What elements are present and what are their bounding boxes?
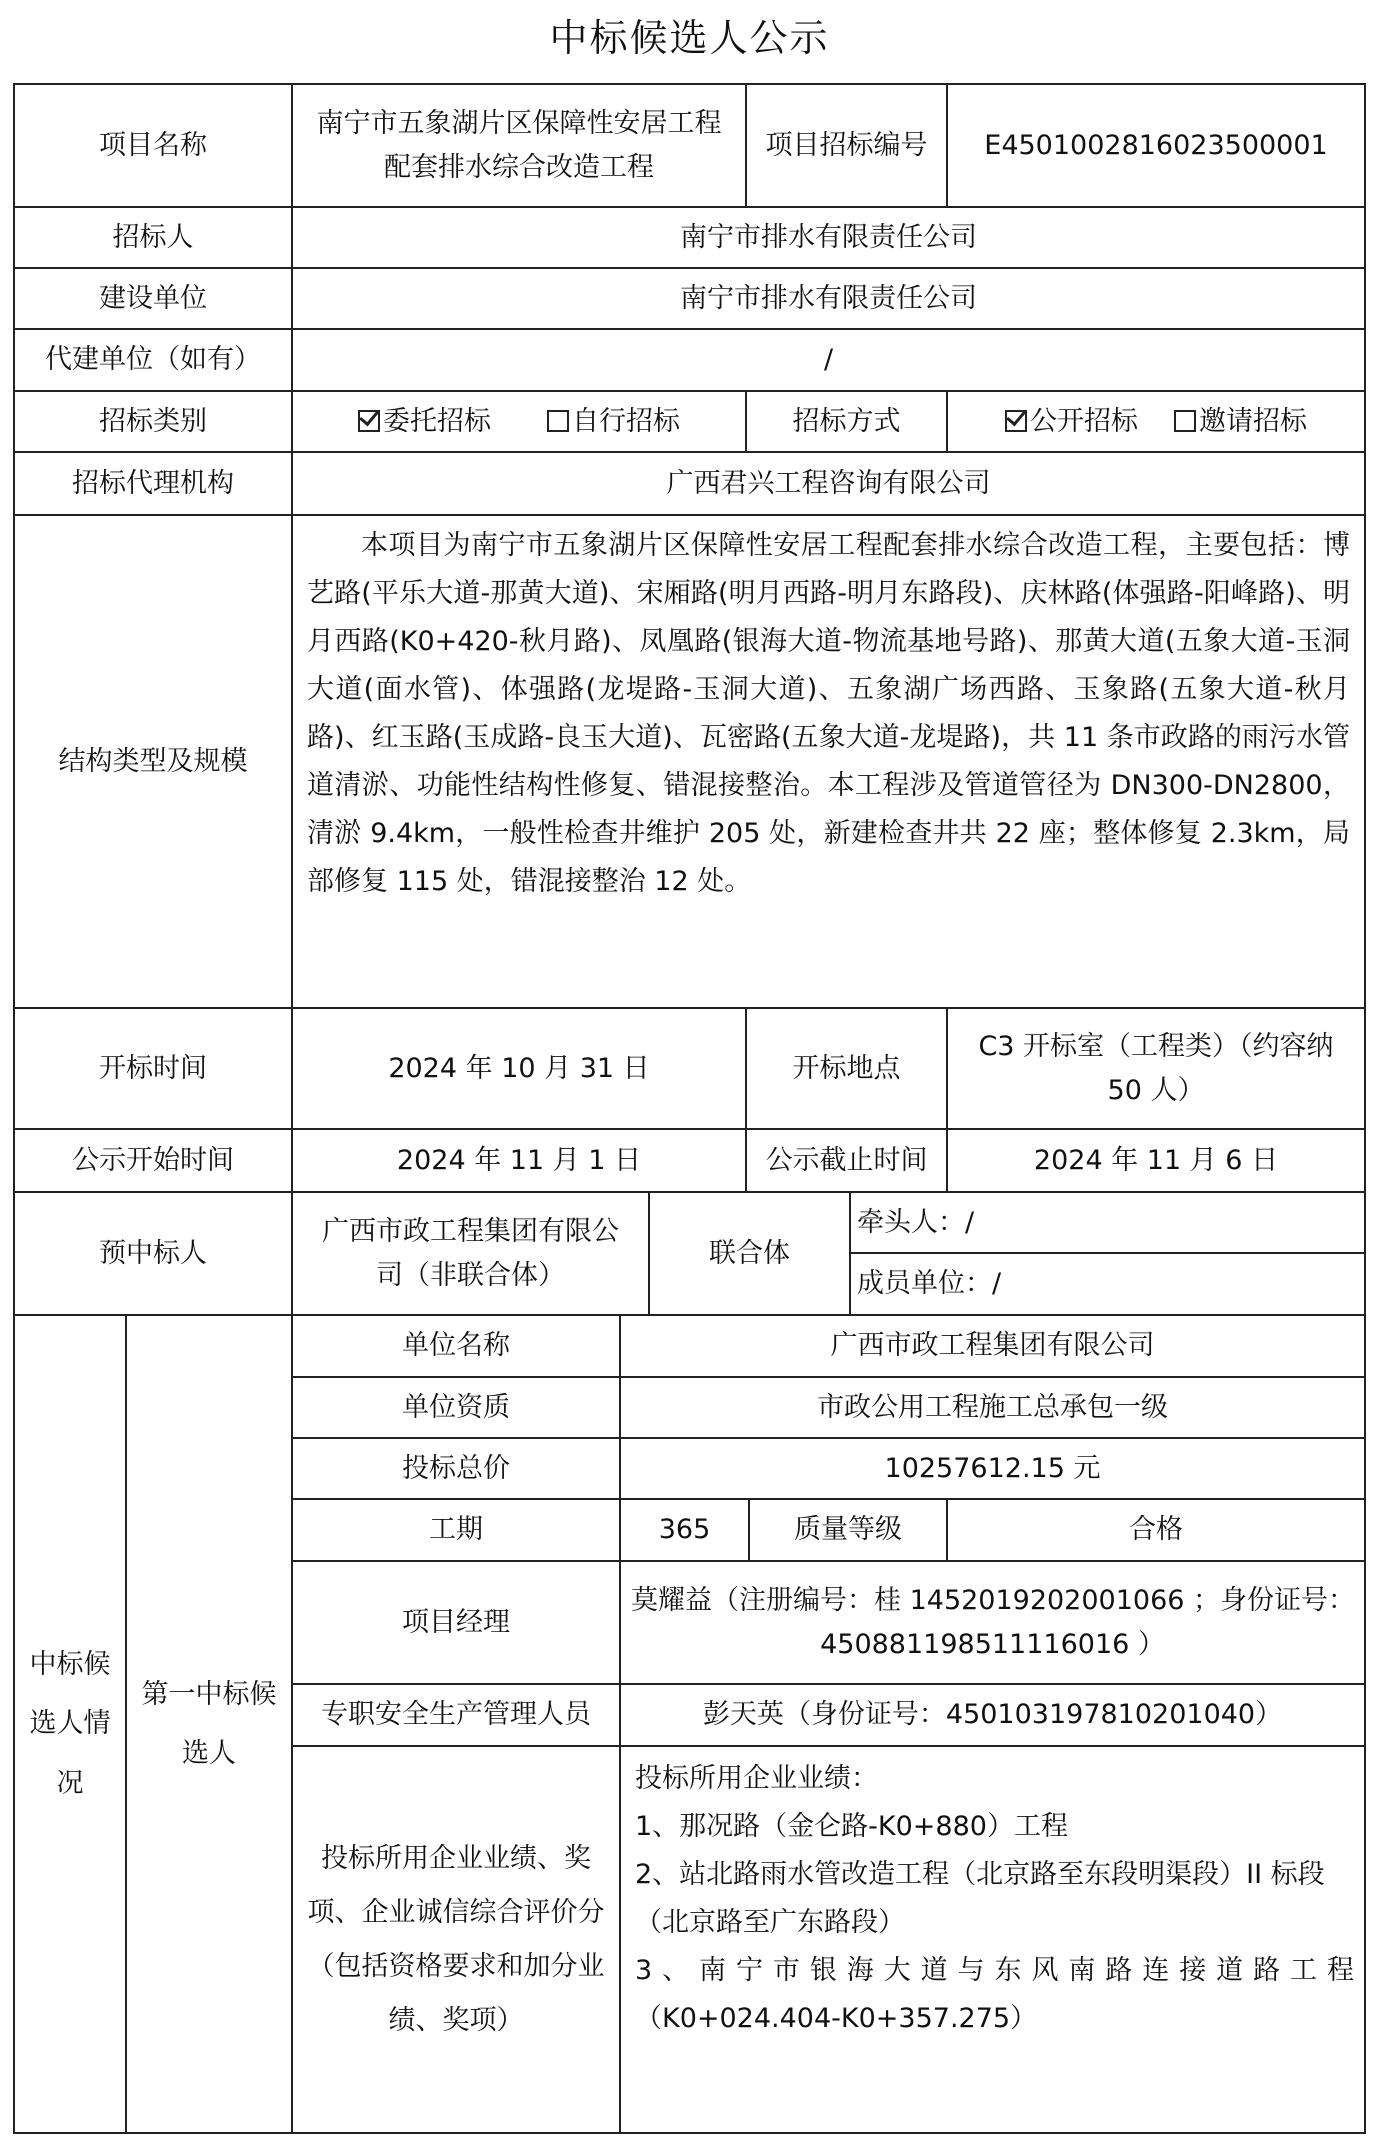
first-candidate-label: 第一中标候选人	[125, 1314, 293, 2134]
pre-winner-name	[291, 1191, 650, 1316]
opening-place-value	[946, 1007, 1366, 1130]
project-manager-value	[619, 1560, 1366, 1685]
project-code-label: 项目招标编号	[745, 83, 948, 208]
project-name-line2: 配套排水综合改造工程	[384, 151, 654, 183]
tenderer-label: 招标人	[13, 206, 293, 269]
pre-winner-label: 预中标人	[13, 1191, 293, 1316]
agent-builder-label: 代建单位（如有）	[13, 328, 293, 392]
checked-box-icon	[1005, 410, 1027, 432]
page-title: 中标候选人公示	[549, 16, 830, 60]
publicity-start-value: 2024 年 11 月 1 日	[291, 1128, 747, 1193]
achievements-list	[627, 1747, 1358, 2043]
option-invite: 邀请招标	[1174, 400, 1307, 443]
builder-label: 建设单位	[13, 267, 293, 330]
project-name-line1: 南宁市五象湖片区保障性安居工程	[316, 108, 722, 140]
quality-value: 合格	[946, 1498, 1366, 1562]
duration-value: 365	[619, 1498, 750, 1562]
project-name-label: 项目名称	[13, 83, 293, 208]
agent-builder-value: /	[291, 328, 1366, 392]
unchecked-box-icon	[547, 410, 569, 432]
project-code-value: E4501002816023500001	[946, 83, 1366, 208]
duration-label: 工期	[291, 1498, 621, 1562]
project-manager-line1: 莫耀益（注册编号：桂 1452019202001066 ；身份证号：	[631, 1585, 1356, 1617]
achievements-cell	[619, 1745, 1366, 2134]
builder-value: 南宁市排水有限责任公司	[291, 267, 1366, 330]
pre-winner-line2: 司（非联合体）	[376, 1259, 565, 1291]
checked-box-icon	[358, 410, 380, 432]
tenderer-value: 南宁市排水有限责任公司	[291, 206, 1366, 269]
price-label: 投标总价	[291, 1437, 621, 1500]
option-open: 公开招标	[1005, 400, 1138, 443]
consortium-members: 成员单位：/	[849, 1252, 1366, 1316]
project-manager-line2: 450881198511116016 ）	[820, 1628, 1165, 1660]
achievement-item: 3、南宁市银海大道与东风南路连接道路工程（K0+024.404-K0+357.275）	[635, 1955, 1354, 2034]
unit-name-label: 单位名称	[291, 1314, 621, 1378]
scale-label: 结构类型及规模	[13, 514, 293, 1009]
agency-value: 广西君兴工程咨询有限公司	[291, 451, 1366, 516]
unit-name-value: 广西市政工程集团有限公司	[619, 1314, 1366, 1378]
safety-officer-value: 彭天英（身份证号：450103197810201040）	[619, 1683, 1366, 1747]
quality-label: 质量等级	[748, 1498, 948, 1562]
qualification-label: 单位资质	[291, 1376, 621, 1439]
bid-method-options	[946, 390, 1366, 453]
project-name-value	[291, 83, 747, 208]
pre-winner-line1: 广西市政工程集团有限公	[322, 1216, 619, 1248]
candidate-section-label: 中标候选人情况	[13, 1314, 127, 2134]
consortium-label: 联合体	[648, 1191, 851, 1316]
scale-description: 本项目为南宁市五象湖片区保障性安居工程配套排水综合改造工程，主要包括：博艺路(平乐大道-那黄大道)、宋厢路(明月西路-明月东路段)、庆林路(体强路-阳峰路)、明月西路(K0+420-秋月路)、凤凰路(银海大道-物流基地号路)、那黄大道(五象大道-玉洞大道(面水管)、体强路(龙堤路-玉洞大道)、五象湖广场西路、玉象路(五象大道-秋月路)、红玉路(玉成路-良玉大道)、瓦密路(五象大道-龙堤路)，共 11 条市政路的雨污水管道清淤、功能性结构性修复、错混接整治。本工程涉及管道管径为 DN300-DN2800，清淤 9.4km，一般性检查井维护 205 处，新建检查井共 22 座；整体修复 2.3km，局部修复 115 处，错混接整治 12 处。	[307, 530, 1350, 897]
achievements-title: 投标所用企业业绩：	[635, 1763, 878, 1794]
agency-label: 招标代理机构	[13, 451, 293, 516]
option-entrusted: 委托招标	[358, 400, 491, 443]
opening-place-line2: 50 人）	[1107, 1074, 1205, 1106]
bid-method-label: 招标方式	[745, 390, 948, 453]
bid-type-label: 招标类别	[13, 390, 293, 453]
bid-type-options	[291, 390, 747, 453]
opening-place-line1: C3 开标室（工程类）（约容纳	[978, 1031, 1334, 1063]
unchecked-box-icon	[1174, 410, 1196, 432]
price-value: 10257612.15 元	[619, 1437, 1366, 1500]
consortium-lead: 牵头人：/	[849, 1191, 1366, 1254]
publicity-start-label: 公示开始时间	[13, 1128, 293, 1193]
qualification-value: 市政公用工程施工总承包一级	[619, 1376, 1366, 1439]
achievement-item: 2、站北路雨水管改造工程（北京路至东段明渠段）II 标段（北京路至广东路段）	[635, 1859, 1325, 1938]
project-manager-label: 项目经理	[291, 1560, 621, 1685]
option-self: 自行招标	[547, 400, 680, 443]
opening-time-value: 2024 年 10 月 31 日	[291, 1007, 747, 1130]
scale-description-cell	[291, 514, 1366, 1009]
achievements-label: 投标所用企业业绩、奖项、企业诚信综合评价分（包括资格要求和加分业绩、奖项）	[291, 1745, 621, 2134]
achievement-item: 1、那况路（金仑路-K0+880）工程	[635, 1811, 1068, 1842]
opening-place-label: 开标地点	[745, 1007, 948, 1130]
opening-time-label: 开标时间	[13, 1007, 293, 1130]
safety-officer-label: 专职安全生产管理人员	[291, 1683, 621, 1747]
publicity-end-value: 2024 年 11 月 6 日	[946, 1128, 1366, 1193]
publicity-end-label: 公示截止时间	[745, 1128, 948, 1193]
